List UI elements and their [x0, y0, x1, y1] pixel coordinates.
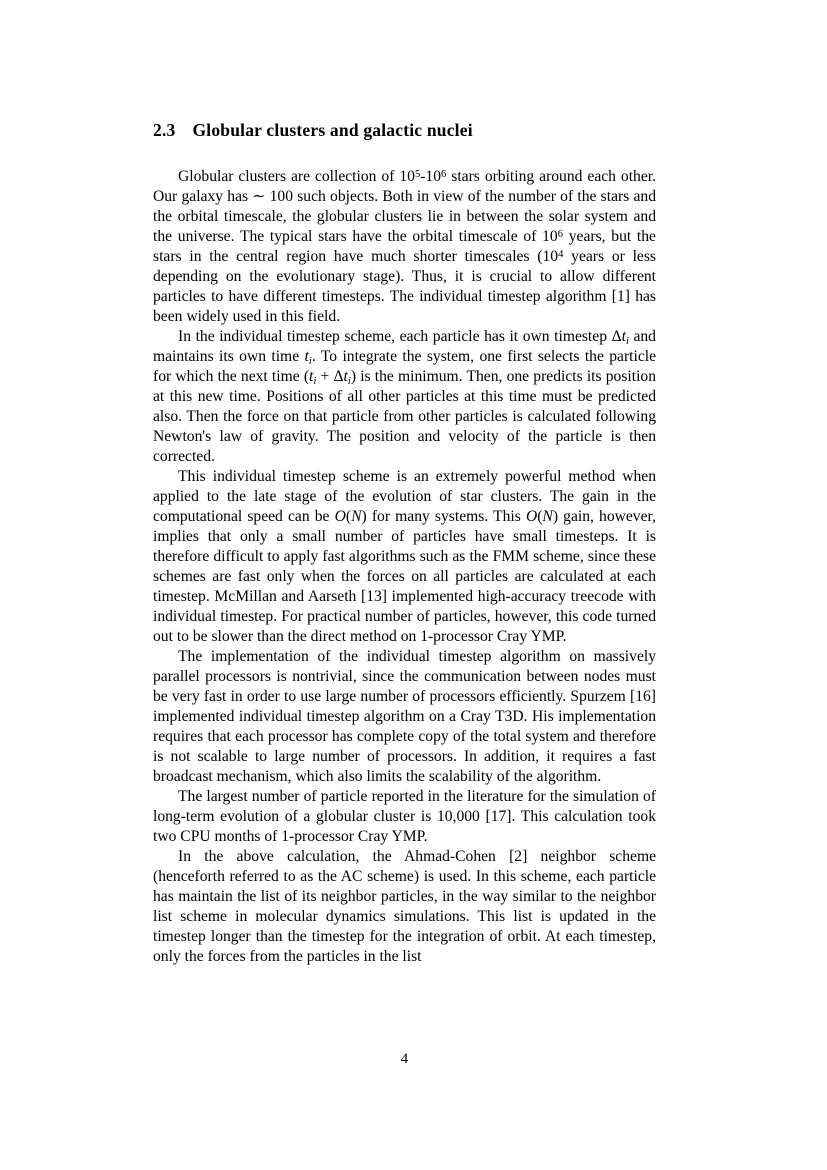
paragraph: In the individual timestep scheme, each particle has it own timestep $\Delta t_i$ and maintains its own time $t_i$. To integrate the system, one first selects the particle for which the next time $(t_i + \Delta t_i)$ is the minimum. Then, one predicts its position at this new time. Positions of all other particles at this time must be predicted also. Then the force on that particle from other particles is calculated following Newton's law of gravity. The position and velocity of the particle is then corrected.: [153, 328, 657, 465]
paragraph: Globular clusters are collection of $10^5-10^6$ stars orbiting around each other. Our galaxy has ∼ 100 such objects. Both in view of the number of the stars and the orbital timescale, the globular clusters lie in between the solar system and the universe. The typical stars have the orbital timescale of $10^6$ years, but the stars in the central region have much shorter timescales ($10^4$ years or less depending on the evolutionary stage). Thus, it is crucial to allow different particles to have different timesteps. The individual timestep algorithm [1] has been widely used in this field.: [153, 168, 656, 325]
paragraph: This individual timestep scheme is an extremely powerful method when applied to the late stage of the evolution of star clusters. The gain in the computational speed can be O(N) for many systems. This O(N) gain, however, implies that only a small number of particles have small timesteps. It is therefore difficult to apply fast algorithms such as the FMM scheme, since these schemes are fast only when the forces on all particles are calculated at each timestep. McMillan and Aarseth [13] implemented high-accuracy treecode with individual timestep. For practical number of particles, however, this code turned out to be slower than the direct method on 1-processor Cray YMP.: [153, 468, 656, 645]
section-number: 2.3: [153, 120, 176, 140]
paragraph: The implementation of the individual timestep algorithm on massively parallel processors is nontrivial, since the communication between nodes must be very fast in order to use large number of processors efficiently. Spurzem [16] implemented individual timestep algorithm on a Cray T3D. His implementation requires that each processor has complete copy of the total system and therefore is not scalable to large number of processors. In addition, it requires a fast broadcast mechanism, which also limits the scalability of the algorithm.: [153, 648, 656, 785]
section-heading: [153, 119, 656, 141]
paragraph: In the above calculation, the Ahmad-Cohen [2] neighbor scheme (henceforth referred to as the AC scheme) is used. In this scheme, each particle has maintain the list of its neighbor particles, in the way similar to the neighbor list scheme in molecular dynamics simulations. This list is updated in the timestep longer than the timestep for the integration of orbit. At each timestep, only the forces from the particles in the list: [153, 848, 656, 965]
section-title: Globular clusters and galactic nuclei: [192, 120, 473, 140]
page-number: 4: [400, 1051, 409, 1067]
text-block: [153, 119, 656, 967]
paragraph: The largest number of particle reported in the literature for the simulation of long-term evolution of a globular cluster is 10,000 [17]. This calculation took two CPU months of 1-processor Cray YMP.: [153, 788, 656, 845]
paper-body: [153, 167, 656, 967]
